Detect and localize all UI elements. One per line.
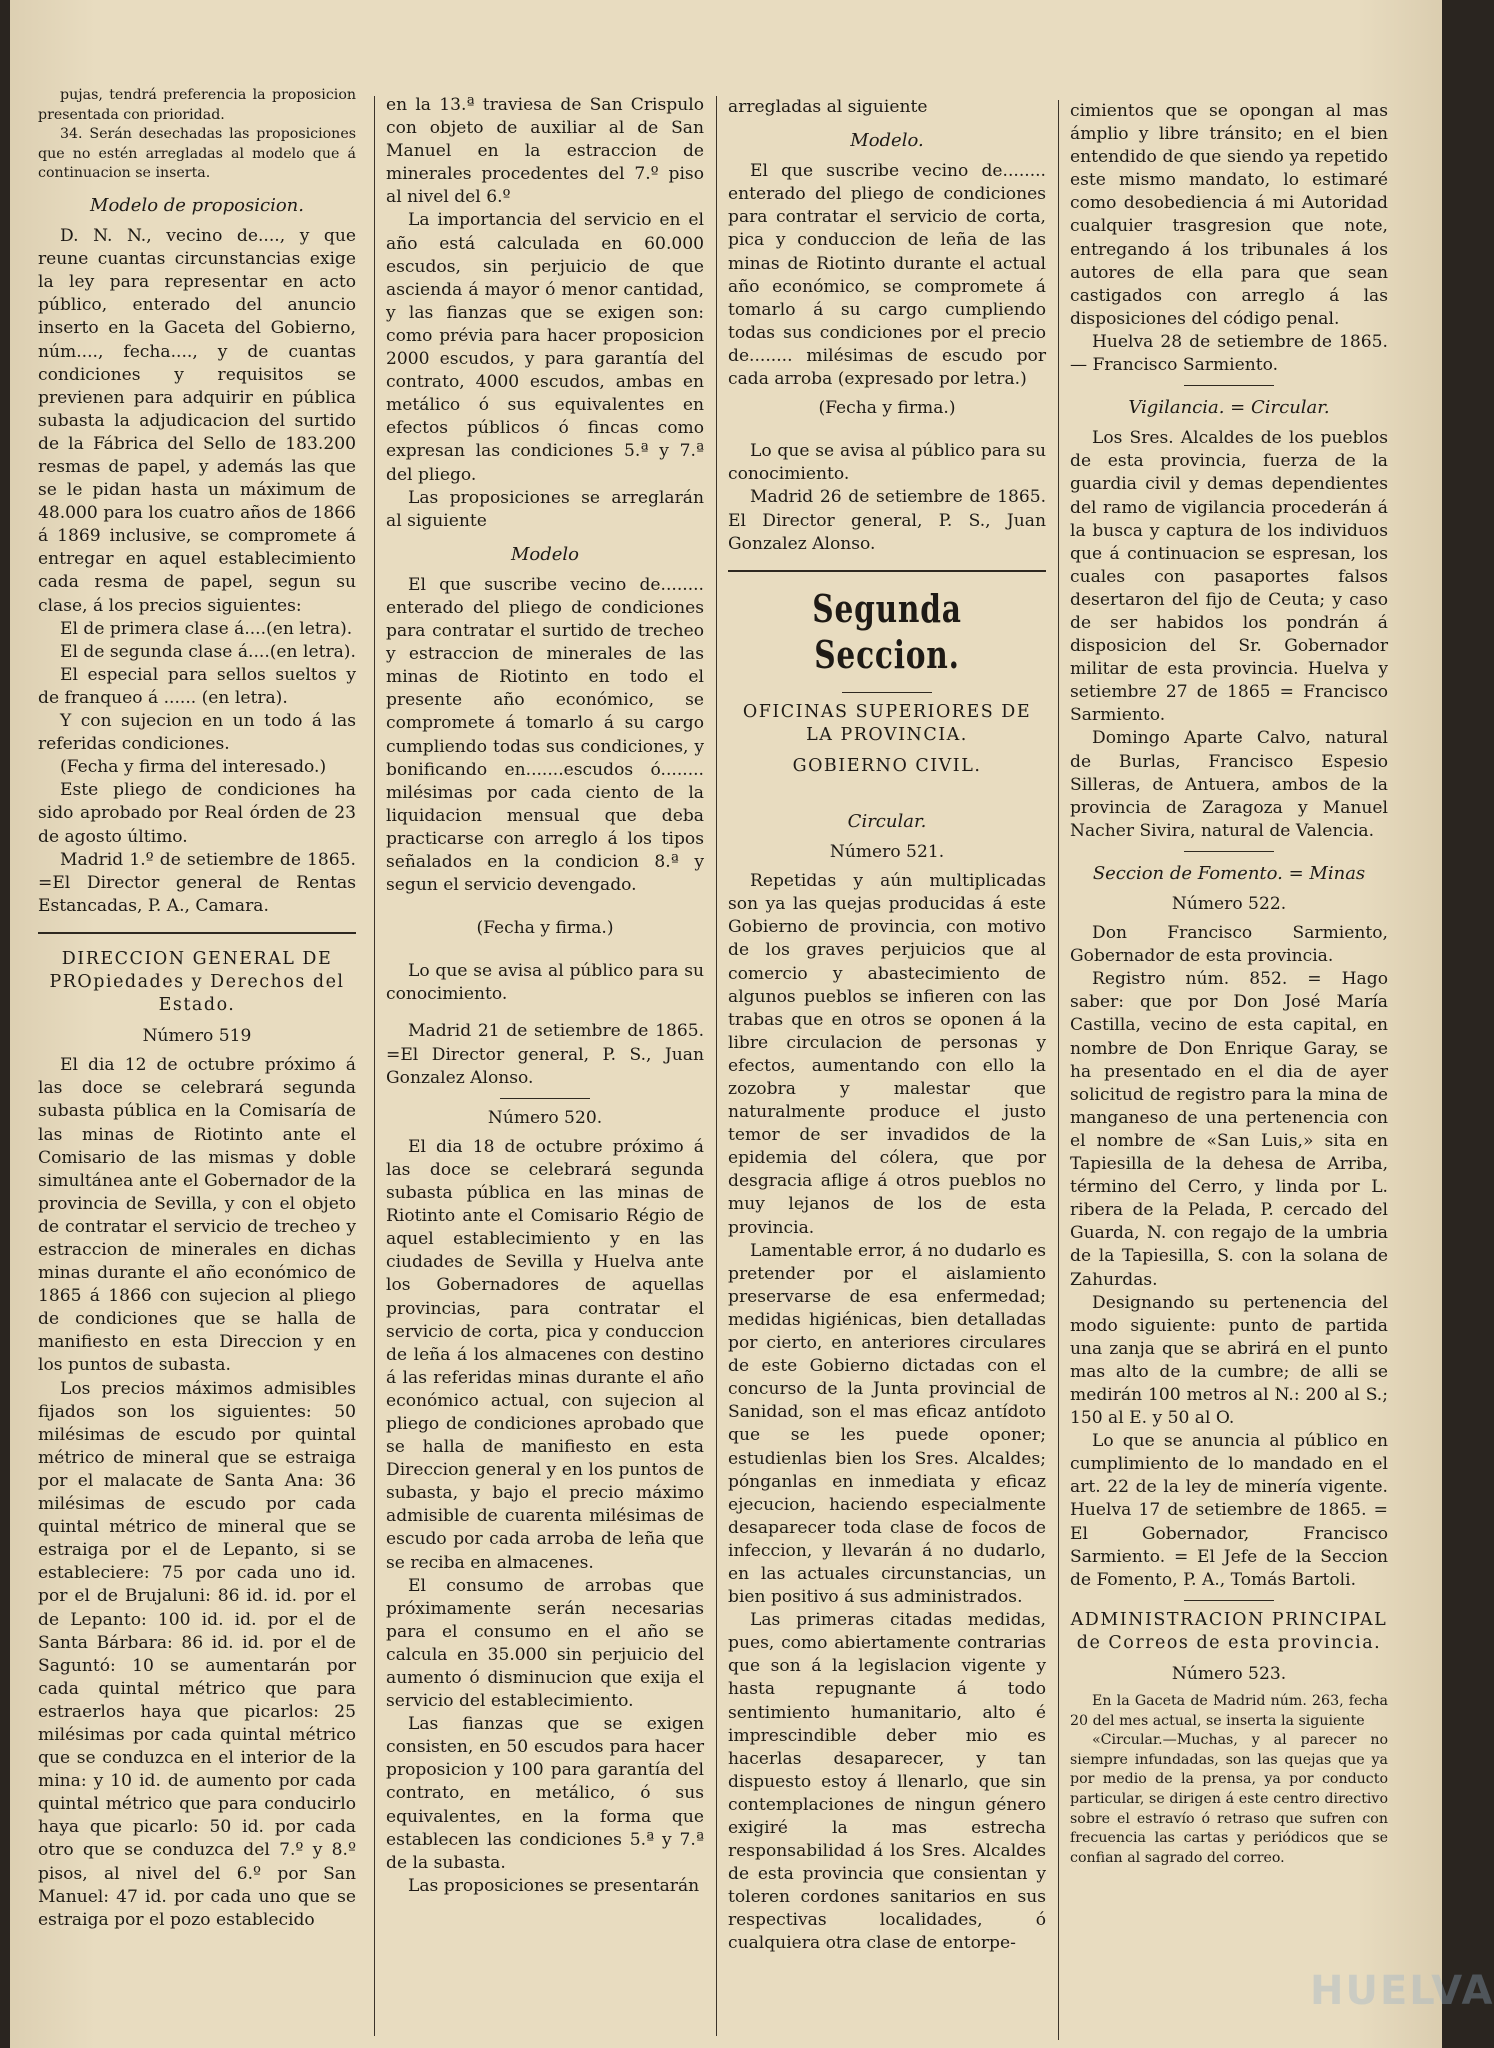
paragraph: Lamentable error, á no dudarlo es pretender por el aislamiento preservarse de esa enfermedad; medidas higiénicas, bien detalladas por cierto, en anteriores circulares de este Gobierno dictadas con el concurso de la Junta provincial de Sanidad, son el mas eficaz antídoto que se les puede oponer; estudienlas bien los Sres. Alcaldes; pónganlas en inmediata y eficaz ejecucion, haciendo especialmente desaparecer toda clase de focos de infeccion, y llevarán á no dudarlo, en las actuales circunstancias, un bien positivo á sus administrados. bbox=[728, 1240, 1046, 1608]
paragraph: Designando su pertenencia del modo siguiente: punto de partida una zanja que se abrirá en el punto mas alto de la cumbre; de alli se medirán 100 metros al N.: 200 al S.; 150 al E. y 50 al O. bbox=[1070, 1292, 1388, 1429]
column-rule bbox=[374, 96, 375, 2036]
library-watermark: HUELVA bbox=[1310, 1968, 1494, 2014]
divider bbox=[1184, 385, 1274, 386]
paragraph: Lo que se avisa al público para su conocimiento. bbox=[728, 441, 1046, 485]
newspaper-page bbox=[10, 0, 1494, 2048]
paragraph: «Circular.—Muchas, y al parecer no siempre infundadas, son las quejas que ya por medio de la prensa, ya por conducto particular, se dirigen á este centro directivo sobre el estravío ó retraso que sufren con frecuencia las cartas y periódicos que se confian al sagrado del correo. bbox=[1070, 1732, 1388, 1866]
divider bbox=[1184, 1600, 1274, 1601]
section-heading: Circular. bbox=[847, 810, 927, 832]
section-heading: Vigilancia. = Circular. bbox=[1128, 397, 1330, 419]
paragraph: Este pliego de condiciones ha sido aprobado por Real órden de 23 de agosto último. bbox=[38, 780, 356, 847]
divider bbox=[842, 692, 932, 693]
paragraph: Las fianzas que se exigen consisten, en 50 escudos para hacer proposicion y 100 para garantía del contrato, en metálico, ó sus equivalentes, en la forma que establecen las condiciones 5.ª y 7.ª de la subasta. bbox=[386, 1714, 704, 1873]
paragraph: Las proposiciones se arreglarán al siguiente bbox=[386, 487, 704, 531]
paragraph: Los precios máximos admisibles fijados son los siguientes: 50 milésimas de escudo por quintal métrico de mineral que se estraiga por el malacate de Santa Ana: 36 milésimas de escudo por cada quintal métrico de mineral que se estraiga por el de Lepanto, si se estableciere: 75 por cada uno id. por el de Brujaluni: 86 id. id. por el de Lepanto: 100 id. id. por el de Santa Bárbara: 86 id. id. por el de Saguntó: 10 se aumentarán por cada quintal métrico que para estraerlos haya que picarlos: 25 milésimas por cada quintal métrico que se conduzca en el interior de la mina: y 10 id. de aumento por cada quintal métrico que para conducirlo haya que picarlo: 50 id. por cada otro que se conduzca del 7.º y 8.º pisos, al nivel del 6.º por San Manuel: 47 id. por cada uno que se estraiga por el pozo establecido bbox=[38, 1378, 356, 1930]
paragraph: Los Sres. Alcaldes de los pueblos de esta provincia, fuerza de la guardia civil y demas dependientes del ramo de vigilancia procederán á la busca y captura de los individuos que á continuacion se espresan, los cuales con pasaportes falsos desertaron del fijo de Ceuta; y caso de ser habidos los pondrán á disposicion del Sr. Gobernador militar de esta provincia. Huelva y setiembre 27 de 1865 = Francisco Sarmiento. bbox=[1070, 428, 1388, 726]
paragraph: El que suscribe vecino de........ enterado del pliego de condiciones para contratar el servicio de corta, pica y conduccion de leña de las minas de Riotinto durante el actual año económico, se compromete á tomarlo á su cargo cumpliendo todas sus condiciones por el precio de........ milésimas de escudo por cada arroba (expresado por letra.) bbox=[728, 161, 1046, 390]
paragraph: El de segunda clase á....(en letra). bbox=[60, 641, 356, 662]
paragraph: pujas, tendrá preferencia la proposicion presentada con prioridad. bbox=[38, 87, 356, 123]
paragraph: Lo que se anuncia al público en cumplimiento de lo mandado en el art. 22 de la ley de minería vigente. Huelva 17 de setiembre de 1865. = El Gobernador, Francisco Sarmiento. = El Jefe de la Seccion de Fomento, P. A., Tomás Bartoli. bbox=[1070, 1431, 1388, 1590]
paragraph: El dia 18 de octubre próximo á las doce se celebrará segunda subasta pública en las minas de Riotinto ante el Comisario Régio de aquel establecimiento y en las ciudades de Sevilla y Huelva ante los Gobernadores de aquellas provincias, para contratar el servicio de corta, pica y conduccion de leña á los almacenes con destino á las referidas minas durante el año económico actual, con sujecion al pliego de condiciones aprobado que se halla de manifiesto en esta Direccion general y en los puntos de subasta, y bajo el precio máximo admisible de cuarenta milésimas de escudo por cada arroba de leña que se reciba en almacenes. bbox=[386, 1136, 704, 1573]
paragraph: Repetidas y aún multiplicadas son ya las quejas producidas á este Gobierno de provincia, con motivo de los graves perjuicios que al comercio y abastecimiento de algunos pueblos se infieren con las trabas que en otros se oponen á la libre circulacion de personas y efectos, aumentando con ello la zozobra y malestar que naturalmente produce el justo temor de ser invadidos de la epidemia del cólera, que por desgracia aflige á otros pueblos no muy lejanos de los de esta provincia. bbox=[728, 871, 1046, 1238]
divider bbox=[500, 1098, 590, 1099]
notice-number: Número 523. bbox=[1171, 1664, 1287, 1684]
paragraph: 34. Serán desechadas las proposiciones que no estén arregladas al modelo que á continuacion se inserta. bbox=[38, 126, 356, 182]
notice-number: Número 520. bbox=[487, 1107, 603, 1128]
section-title: Segunda Seccion. bbox=[812, 585, 962, 677]
notice-number: Número 521. bbox=[829, 842, 945, 863]
column-4 bbox=[1070, 100, 1388, 1868]
section-heading: DIRECCION GENERAL DE PROpiedades y Derechos del Estado. bbox=[49, 948, 345, 1016]
divider bbox=[38, 932, 356, 934]
paragraph: Madrid 21 de setiembre de 1865. =El Director general, P. S., Juan Gonzalez Alonso. bbox=[386, 1021, 704, 1088]
divider bbox=[1184, 851, 1274, 852]
paragraph: Madrid 1.º de setiembre de 1865. =El Director general de Rentas Estancadas, P. A., Camara. bbox=[38, 849, 356, 916]
paragraph: en la 13.ª traviesa de San Crispulo con objeto de auxiliar al de San Manuel en la estraccion de minerales procedentes del 7.º piso al nivel del 6.º bbox=[386, 95, 704, 208]
section-heading: ADMINISTRACION PRINCIPAL de Correos de esta provincia. bbox=[1070, 1609, 1388, 1653]
section-heading: GOBIERNO CIVIL. bbox=[792, 755, 982, 776]
section-heading: Modelo. bbox=[850, 130, 924, 152]
paragraph: Don Francisco Sarmiento, Gobernador de esta provincia. bbox=[1070, 923, 1388, 967]
paragraph: Madrid 26 de setiembre de 1865. El Director general, P. S., Juan Gonzalez Alonso. bbox=[728, 487, 1046, 554]
section-heading: Seccion de Fomento. = Minas bbox=[1092, 862, 1366, 884]
paragraph: El dia 12 de octubre próximo á las doce se celebrará segunda subasta pública en la Comisaría de las minas de Riotinto ante el Comisario de las mismas y doble simultánea ante el Gobernador de la provincia de Sevilla, y con el objeto de contratar el servicio de trecheo y estraccion de minerales en dichas minas durante el año económico de 1865 á 1866 con sujecion al pliego de condiciones que se halla de manifiesto en esta Direccion y en los puntos de subasta. bbox=[38, 1055, 356, 1376]
section-heading: OFICINAS SUPERIORES DE LA PROVINCIA. bbox=[742, 701, 1032, 745]
paragraph: Lo que se avisa al público para su conocimiento. bbox=[386, 961, 704, 1005]
section-heading: Modelo de proposicion. bbox=[90, 194, 304, 216]
paragraph: (Fecha y firma del interesado.) bbox=[60, 757, 327, 778]
divider bbox=[728, 570, 1046, 572]
notice-number: Número 519 bbox=[142, 1026, 252, 1047]
column-3 bbox=[728, 96, 1046, 1956]
paragraph: El que suscribe vecino de........ enterado del pliego de condiciones para contratar el surtido de trecheo y estraccion de minerales de las minas de Riotinto en todo el presente año económico, se compromete á tomarlo á su cargo cumpliendo todas sus condiciones, y bonificando en.......escudos ó........ milésimas por cada ciento de la liquidacion mensual que deba practicarse con arreglo á los tipos señalados en la condicion 8.ª y segun el servicio devengado. bbox=[386, 574, 704, 896]
paragraph: (Fecha y firma.) bbox=[476, 918, 614, 939]
notice-number: Número 522. bbox=[1171, 894, 1287, 914]
column-2 bbox=[386, 94, 704, 1898]
paragraph: D. N. N., vecino de...., y que reune cuantas circunstancias exige la ley para representar en acto público, enterado del anuncio inserto en la Gaceta del Gobierno, núm...., fecha...., y de cuantas condiciones y requisitos se previenen para adquirir en pública subasta la adjudicacion del surtido de la Fábrica del Sello de 183.200 resmas de papel, y además las que se le pidan hasta un máximum de 48.000 para los cuatro años de 1866 á 1869 inclusive, se compromete á entregar en aquel establecimiento cada resma de papel, segun su clase, á los precios siguientes: bbox=[38, 226, 356, 616]
paragraph: cimientos que se opongan al mas ámplio y libre tránsito; en el bien entendido de que siendo ya repetido este mismo mandato, lo estimaré como desobediencia á mi Autoridad cualquier trasgresion que note, entregando á los tribunales á los autores de ella para que sean castigados con arreglo á las disposiciones del código penal. bbox=[1070, 101, 1388, 329]
paragraph: (Fecha y firma.) bbox=[818, 398, 956, 419]
column-rule bbox=[1058, 100, 1059, 2040]
paragraph: arregladas al siguiente bbox=[728, 97, 928, 117]
paragraph: El especial para sellos sueltos y de franqueo á ...... (en letra). bbox=[38, 664, 356, 708]
paragraph: El consumo de arrobas que próximamente serán necesarias para el consumo en el año se calcula en 35.000 sin perjuicio del aumento ó disminucion que exija el servicio del establecimiento. bbox=[386, 1575, 704, 1712]
paragraph: En la Gaceta de Madrid núm. 263, fecha 20 del mes actual, se inserta la siguiente bbox=[1070, 1693, 1388, 1729]
paragraph: Y con sujecion en un todo á las referidas condiciones. bbox=[38, 711, 356, 755]
section-heading: Modelo bbox=[510, 543, 580, 565]
paragraph: Las primeras citadas medidas, pues, como abiertamente contrarias que son á la legislacion vigente y hasta repugnante á todo sentimiento humanitario, alto é imprescindible deber mio es hacerlas desaparecer, y tan dispuesto estoy á llenarlo, que sin contemplaciones de ningun género exigiré la mas estrecha responsabilidad á los Sres. Alcaldes de esta provincia que consientan y toleren cordones sanitarios en sus respectivas localidades, ó cualquiera otra clase de entorpe- bbox=[728, 1610, 1046, 1954]
column-rule bbox=[716, 96, 717, 2036]
paragraph: El de primera clase á....(en letra). bbox=[60, 618, 353, 639]
paragraph: Registro núm. 852. = Hago saber: que por Don José María Castilla, vecino de esta capital, en nombre de Don Enrique Garay, se ha presentado en el dia de ayer solicitud de registro para la mina de manganeso de una pertenencia con el nombre de «San Luis,» sita en Tapiesilla de la dehesa de Arriba, término del Cerro, y linda por L. ribera de la Pelada, P. cercado del Guarda, N. con regajo de la umbria de la Tapiesilla, S. con la solana de Zahurdas. bbox=[1070, 969, 1388, 1290]
column-1 bbox=[38, 86, 356, 1932]
paragraph: La importancia del servicio en el año está calculada en 60.000 escudos, sin perjuicio de que ascienda á mayor ó menor cantidad, y las fianzas que se exigen son: como prévia para hacer proposicion 2000 escudos, y para garantía del contrato, 4000 escudos, ambas en metálico ó sus equivalentes en efectos públicos ó fincas como expresan las condiciones 5.ª y 7.ª del pliego. bbox=[386, 210, 704, 485]
paragraph: Huelva 28 de setiembre de 1865. — Francisco Sarmiento. bbox=[1070, 331, 1388, 376]
paragraph: Domingo Aparte Calvo, natural de Burlas, Francisco Espesio Silleras, de Antuera, ambos de la provincia de Zaragoza y Manuel Nacher Sivira, natural de Valencia. bbox=[1070, 728, 1388, 841]
paragraph: Las proposiciones se presentarán bbox=[408, 1875, 700, 1896]
